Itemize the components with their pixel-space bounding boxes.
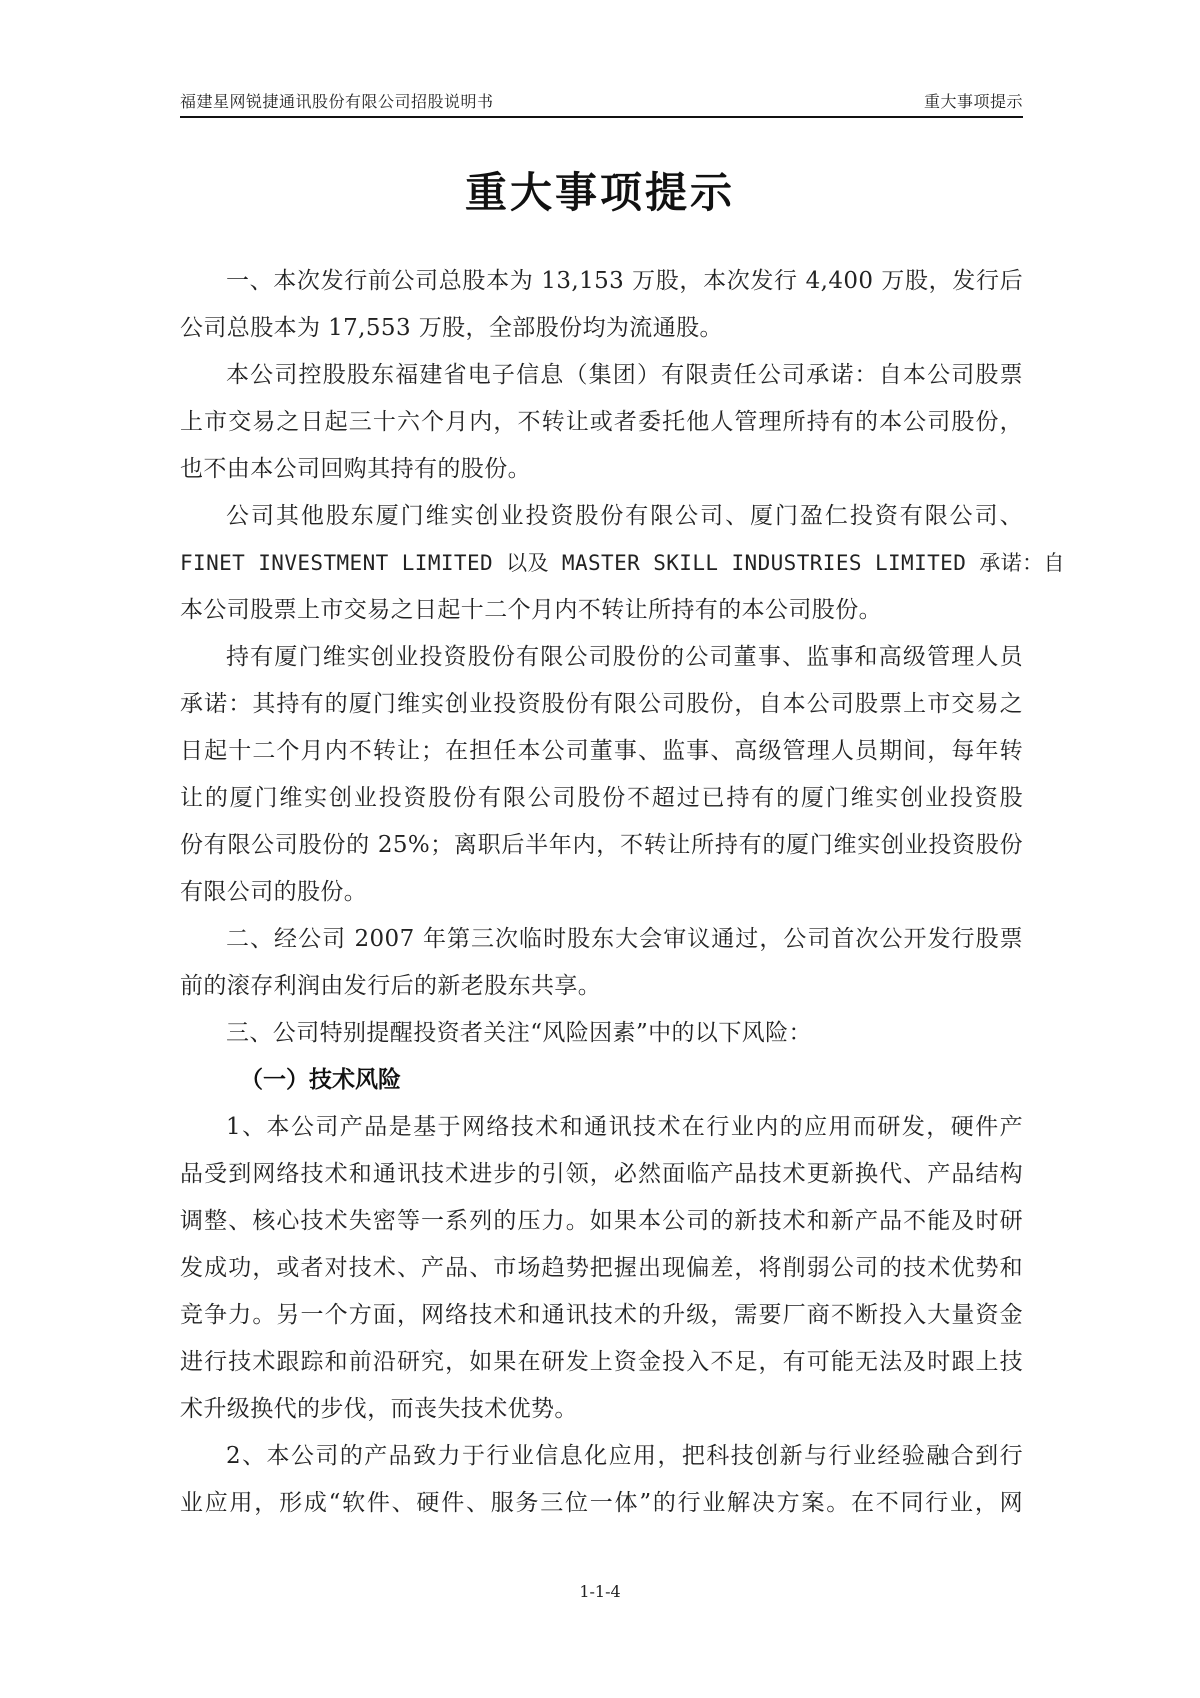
paragraph-risk-notice (180, 1010, 1023, 1057)
text-line: 业应用，形成“软件、硬件、服务三位一体”的行业解决方案。在不同行业，网 (180, 1490, 1023, 1516)
text-line: 公司总股本为 17,553 万股，全部股份均为流通股。 (180, 315, 723, 341)
text-line: 发成功，或者对技术、产品、市场趋势把握出现偏差，将削弱公司的技术优势和 (180, 1255, 1023, 1281)
paragraph-risk-1 (180, 1104, 1023, 1433)
section-subheading-technology-risk: （一）技术风险 (240, 1067, 401, 1093)
paragraph-retained-profits (180, 916, 1023, 1010)
text-line: 份有限公司股份的 25%；离职后半年内，不转让所持有的厦门维实创业投资股份 (180, 832, 1023, 858)
text-line: 品受到网络技术和通讯技术进步的引领，必然面临产品技术更新换代、产品结构 (180, 1161, 1023, 1187)
text-line: 有限公司的股份。 (180, 879, 368, 905)
text-line: FINET INVESTMENT LIMITED 以及 MASTER SKILL INDUSTRIES LIMITED 承诺：自 (180, 551, 1065, 575)
text-line: 也不由本公司回购其持有的股份。 (180, 456, 531, 482)
text-line: 三、公司特别提醒投资者关注“风险因素”中的以下风险： (226, 1020, 812, 1046)
text-line: 持有厦门维实创业投资股份有限公司股份的公司董事、监事和高级管理人员 (226, 644, 1023, 670)
text-line: 一、本次发行前公司总股本为 13,153 万股，本次发行 4,400 万股，发行后 (226, 268, 1023, 294)
header-section-title: 重大事项提示 (923, 92, 1023, 111)
text-line: 本公司控股股东福建省电子信息（集团）有限责任公司承诺：自本公司股票 (226, 362, 1023, 388)
text-line: 进行技术跟踪和前沿研究，如果在研发上资金投入不足，有可能无法及时跟上技 (180, 1349, 1023, 1375)
text-line: 2、本公司的产品致力于行业信息化应用，把科技创新与行业经验融合到行 (226, 1443, 1023, 1469)
text-line: 承诺：其持有的厦门维实创业投资股份有限公司股份，自本公司股票上市交易之 (180, 691, 1023, 717)
page-title: 重大事项提示 (464, 168, 735, 217)
paragraph-other-shareholders-commitment (180, 493, 1065, 634)
text-line: 二、经公司 2007 年第三次临时股东大会审议通过，公司首次公开发行股票 (226, 926, 1023, 952)
text-line: 前的滚存利润由发行后的新老股东共享。 (180, 973, 602, 999)
header-document-title: 福建星网锐捷通讯股份有限公司招股说明书 (180, 92, 494, 111)
paragraph-risk-2 (180, 1433, 1023, 1527)
text-line: 调整、核心技术失密等一系列的压力。如果本公司的新技术和新产品不能及时研 (180, 1208, 1023, 1234)
text-line: 竞争力。另一个方面，网络技术和通讯技术的升级，需要厂商不断投入大量资金 (180, 1302, 1023, 1328)
document-body (180, 258, 1065, 1527)
text-line: 术升级换代的步伐，而丧失技术优势。 (180, 1396, 578, 1422)
text-line: 本公司股票上市交易之日起十二个月内不转让所持有的本公司股份。 (180, 597, 882, 623)
page-header (180, 84, 1023, 118)
text-line: 1、本公司产品是基于网络技术和通讯技术在行业内的应用而研发，硬件产 (226, 1114, 1023, 1140)
page-number: 1-1-4 (579, 1582, 621, 1601)
text-line: 日起十二个月内不转让；在担任本公司董事、监事、高级管理人员期间，每年转 (180, 738, 1023, 764)
paragraph-controlling-shareholder-commitment (180, 352, 1023, 493)
paragraph-management-commitment (180, 634, 1023, 916)
paragraph-share-capital (180, 258, 1023, 352)
text-line: 让的厦门维实创业投资股份有限公司股份不超过已持有的厦门维实创业投资股 (180, 785, 1023, 811)
text-line: 上市交易之日起三十六个月内，不转让或者委托他人管理所持有的本公司股份， (180, 409, 1023, 435)
text-line: 公司其他股东厦门维实创业投资股份有限公司、厦门盈仁投资有限公司、 (226, 503, 1023, 529)
